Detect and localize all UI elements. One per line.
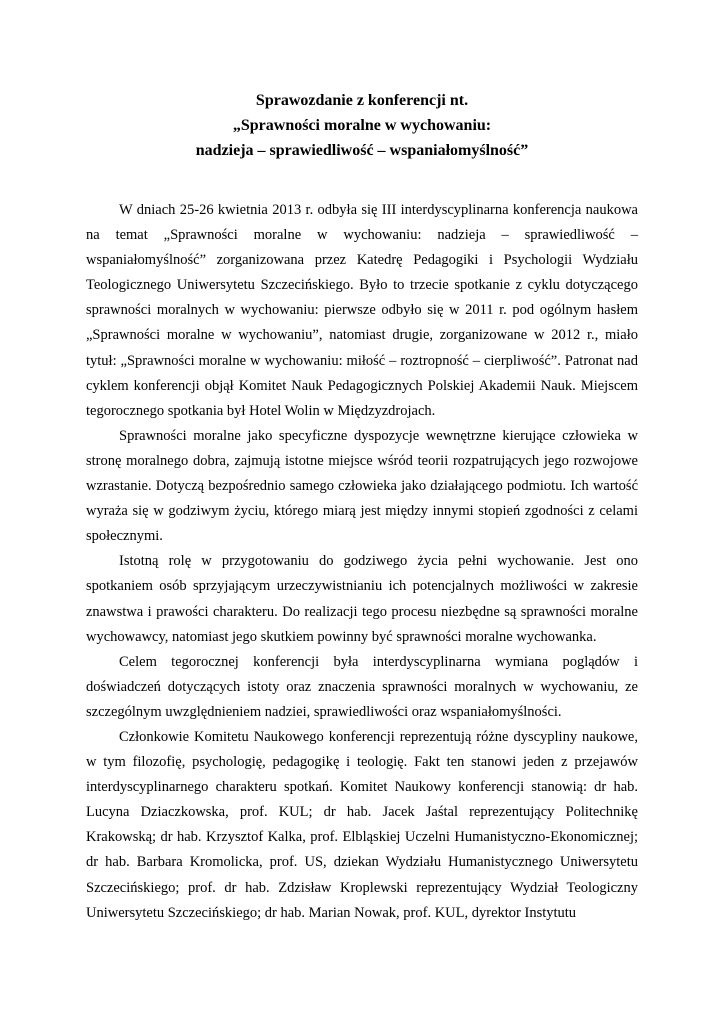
paragraph-2: Sprawności moralne jako specyficzne dyspozycje wewnętrzne kierujące człowieka w stronę moralnego dobra, zajmują istotne miejsce wśród teorii rozpatrujących jego rozwojowe wzrastanie. Dotyczą bezpośrednio samego człowieka jako działającego podmiotu. Ich wartość wyraża się w godziwym życiu, którego miarą jest między innymi stopień zgodności z celami społecznymi. xyxy=(86,427,638,545)
paragraph-5: Członkowie Komitetu Naukowego konferencji reprezentują różne dyscypliny naukowe, w tym filozofię, psychologię, pedagogikę i teologię. Fakt ten stanowi jeden z przejawów interdyscyplinarnego charakteru spotkań. Komitet Naukowy konferencji stanowią: dr hab. Lucyna Dziaczkowska, prof. KUL; dr hab. Jacek Jaśtal reprezentujący Politechnikę Krakowską; dr hab. Krzysztof Kalka, prof. Elbląskiej Uczelni Humanistyczno-Ekonomicznej; dr hab. Barbara Kromolicka, prof. US, dziekan Wydziału Humanistycznego Uniwersytetu Szczecińskiego; prof. dr hab. Zdzisław Kroplewski reprezentujący Wydział Teologiczny Uniwersytetu Szczecińskiego; dr hab. Marian Nowak, prof. KUL, dyrektor Instytutu xyxy=(86,728,638,921)
paragraph-4: Celem tegorocznej konferencji była interdyscyplinarna wymiana poglądów i doświadczeń dotyczących istoty oraz znaczenia sprawności moralnych w wychowaniu, ze szczególnym uwzględnieniem nadziei, sprawiedliwości oraz wspaniałomyślności. xyxy=(86,653,638,720)
document-title xyxy=(86,88,638,163)
title-line-1: Sprawozdanie z konferencji nt. xyxy=(255,92,469,109)
paragraph-1: W dniach 25-26 kwietnia 2013 r. odbyła się III interdyscyplinarna konferencja naukowa na temat „Sprawności moralne w wychowaniu: nadzieja – sprawiedliwość – wspaniałomyślność” zorganizowana przez Katedrę Pedagogiki i Psychologii Wydziału Teologicznego Uniwersytetu Szczecińskiego. Było to trzecie spotkanie z cyklu dotyczącego sprawności moralnych w wychowaniu: pierwsze odbyło się w 2011 r. pod ogólnym hasłem „Sprawności moralne w wychowaniu”, natomiast drugie, zorganizowane w 2012 r., miało tytuł: „Sprawności moralne w wychowaniu: miłość – roztropność – cierpliwość”. Patronat nad cyklem konferencji objął Komitet Nauk Pedagogicznych Polskiej Akademii Nauk. Miejscem tegorocznego spotkania był Hotel Wolin w Międzyzdrojach. xyxy=(86,202,638,419)
title-line-3: nadzieja – sprawiedliwość – wspaniałomyślność” xyxy=(195,142,529,159)
title-line-2: „Sprawności moralne w wychowaniu: xyxy=(232,117,492,134)
paragraph-3: Istotną rolę w przygotowaniu do godziwego życia pełni wychowanie. Jest ono spotkaniem osób sprzyjającym urzeczywistnianiu ich potencjalnych możliwości w zakresie znawstwa i prawości charakteru. Do realizacji tego procesu niezbędne są sprawności moralne wychowawcy, natomiast jego skutkiem powinny być sprawności moralne wychowanka. xyxy=(86,553,638,645)
document-body xyxy=(86,198,638,926)
